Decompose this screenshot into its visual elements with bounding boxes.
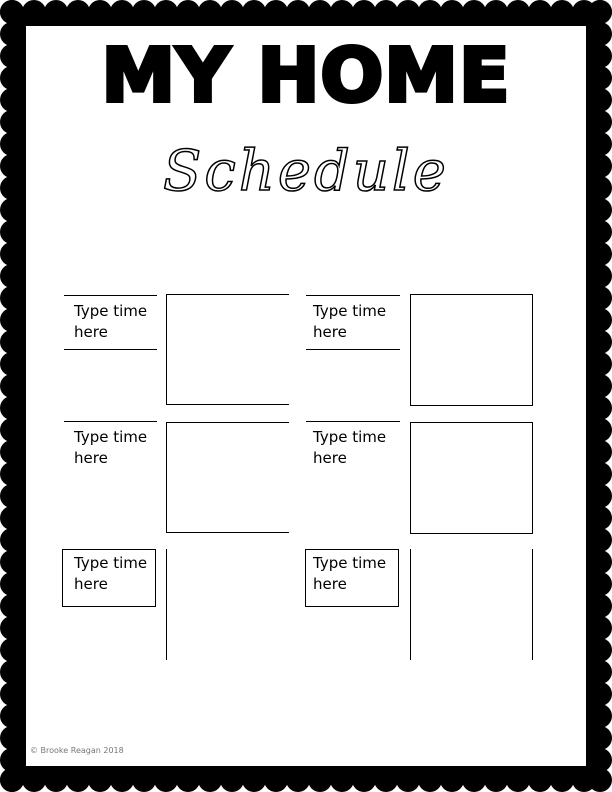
copyright-text: © Brooke Reagan 2018	[30, 746, 124, 755]
activity-box-left-edge	[410, 549, 411, 660]
time-field[interactable]: Type time here	[74, 302, 148, 341]
time-field[interactable]: Type time here	[313, 302, 387, 341]
time-line-top	[64, 421, 157, 422]
time-line-top	[64, 295, 157, 296]
activity-box[interactable]	[166, 294, 289, 405]
time-line-top	[306, 421, 400, 422]
page-title: MY HOME	[101, 33, 511, 119]
time-field[interactable]: Type time here	[74, 428, 148, 467]
activity-box-right-edge	[532, 549, 533, 660]
time-line-top	[306, 295, 400, 296]
activity-box[interactable]	[166, 422, 289, 533]
time-line-bottom	[306, 349, 400, 350]
time-line-bottom	[64, 349, 157, 350]
time-field[interactable]: Type time here	[74, 554, 148, 593]
time-field[interactable]: Type time here	[313, 428, 387, 467]
activity-box[interactable]	[410, 294, 533, 406]
activity-box[interactable]	[410, 422, 533, 534]
activity-box-left-edge	[166, 549, 167, 660]
page-subtitle: Schedule	[163, 139, 449, 204]
time-field[interactable]: Type time here	[313, 554, 387, 593]
